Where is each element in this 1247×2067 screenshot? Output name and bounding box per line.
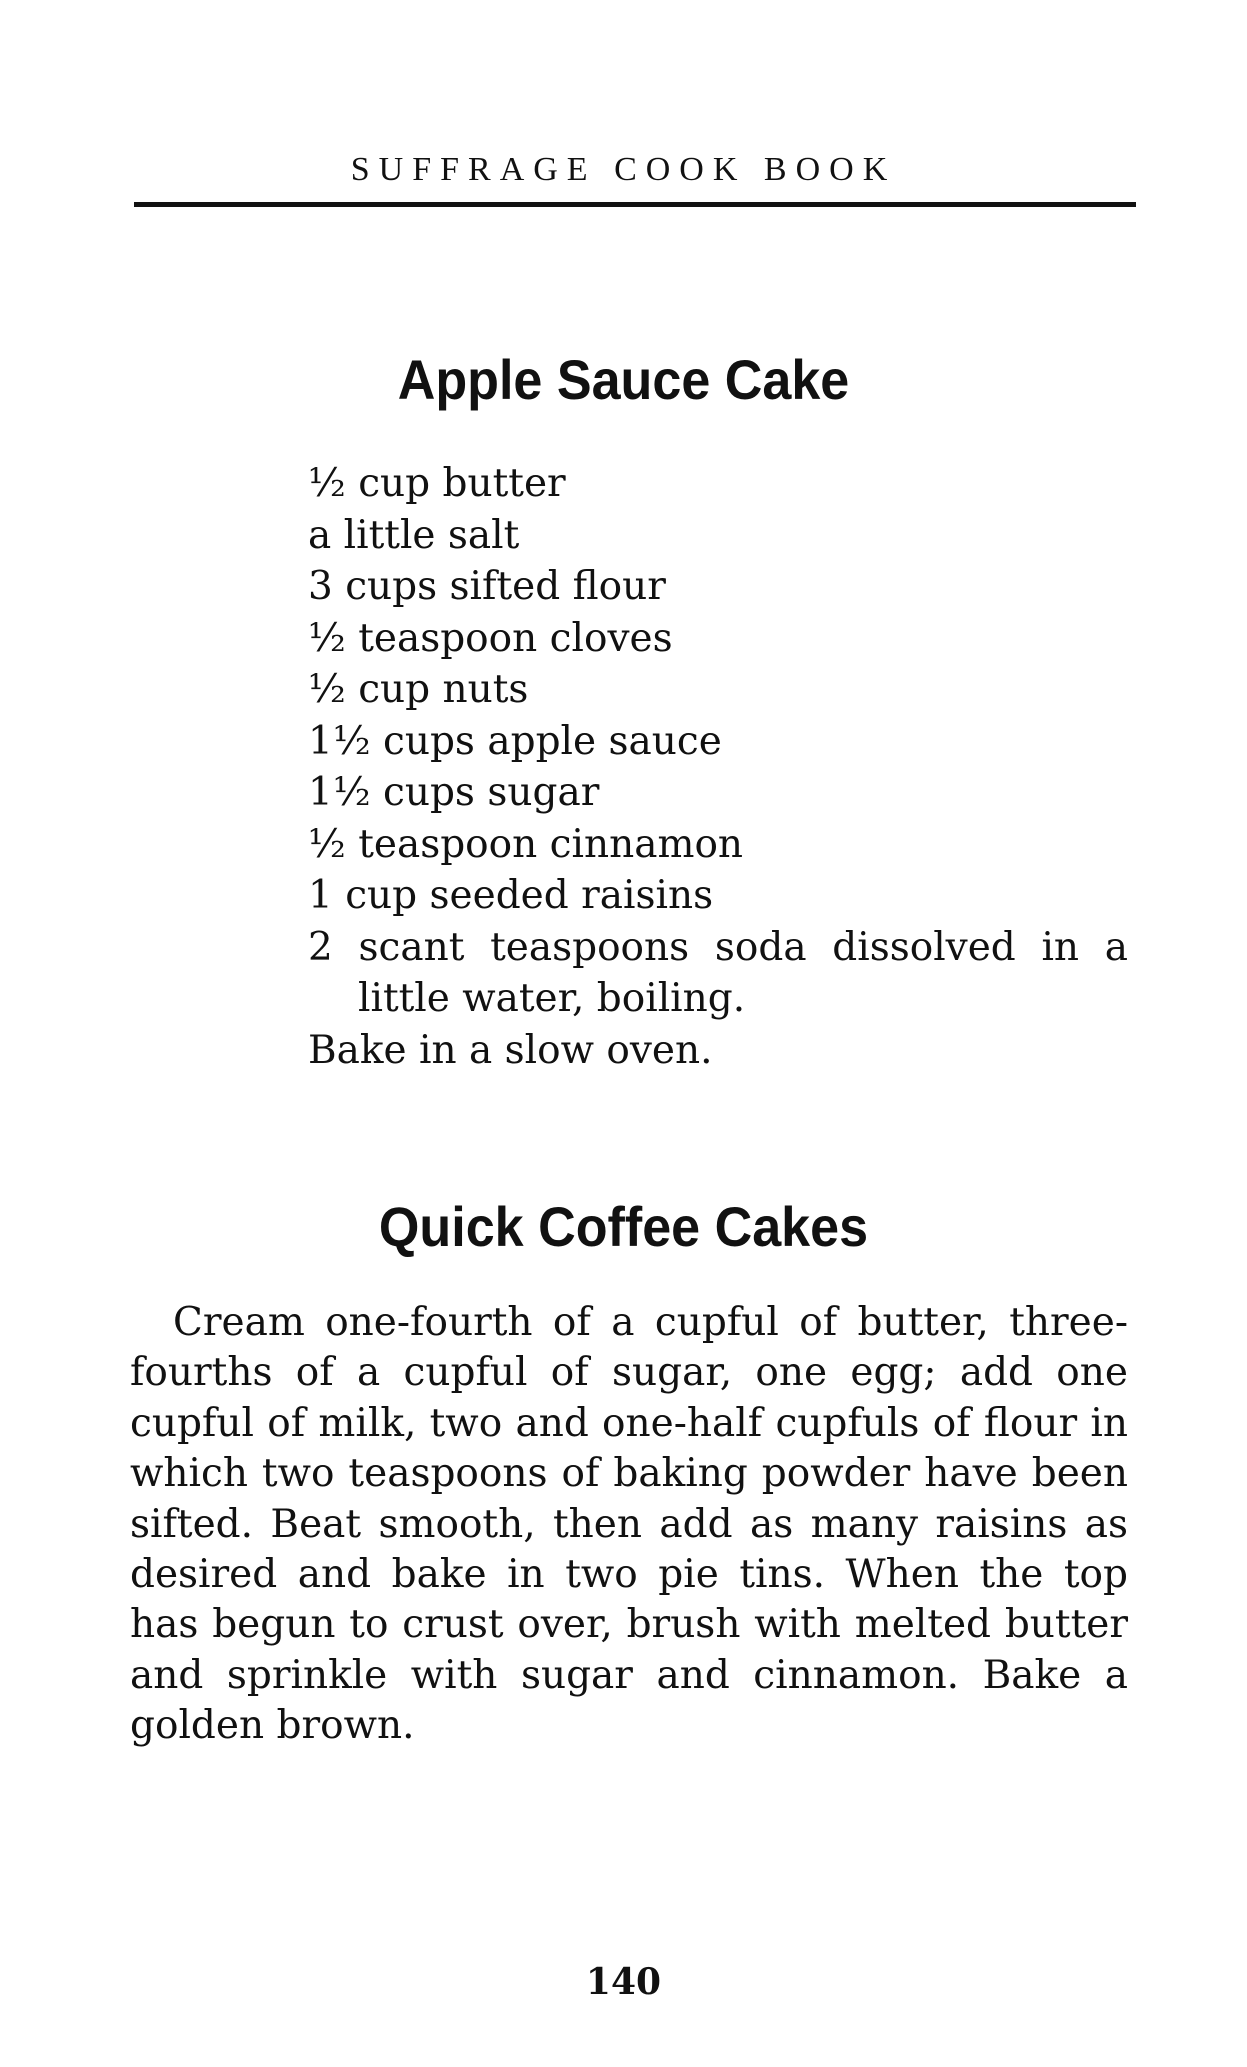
ingredient-item: 1½ cups sugar [308, 770, 600, 815]
ingredient-item: 2 scant teaspoons soda dissolved in a little water, boiling. [308, 924, 1128, 1021]
ingredient-item: a little salt [308, 512, 520, 558]
recipe-title-quick-coffee-cakes: Quick Coffee Cakes [378, 1195, 869, 1258]
ingredient-item: ½ cup nuts [308, 667, 529, 712]
running-header: SUFFRAGE COOK BOOK [350, 151, 897, 188]
ingredient-item: ½ cup butter [308, 461, 566, 506]
recipe-title-apple-sauce-cake: Apple Sauce Cake [397, 348, 850, 411]
recipe-paragraph: Cream one-fourth of a cupful of butter, threefourths of a cupful of sugar, one egg; add one cupful of milk, two and one-half cupfuls of flour in which two teaspoons of baking powder have been sifted. Beat smooth, then add as many raisins as desired and bake in two pie tins. When the top has begun to crust over, brush with melted butter and sprinkle with sugar and cinnamon. Bake a golden brown. [130, 1300, 1128, 1749]
ingredient-item: 1½ cups apple sauce [308, 718, 722, 764]
baking-instruction: Bake in a slow oven. [308, 1027, 713, 1073]
ingredient-item: 3 cups sifted flour [308, 564, 666, 609]
page-number: 140 [585, 1961, 662, 2003]
ingredient-item: ½ teaspoon cinnamon [308, 821, 744, 867]
header-rule [134, 202, 1136, 207]
ingredient-list [308, 458, 1128, 1076]
ingredient-item: 1 cup seeded raisins [308, 873, 714, 918]
ingredient-item: ½ teaspoon cloves [308, 615, 673, 661]
